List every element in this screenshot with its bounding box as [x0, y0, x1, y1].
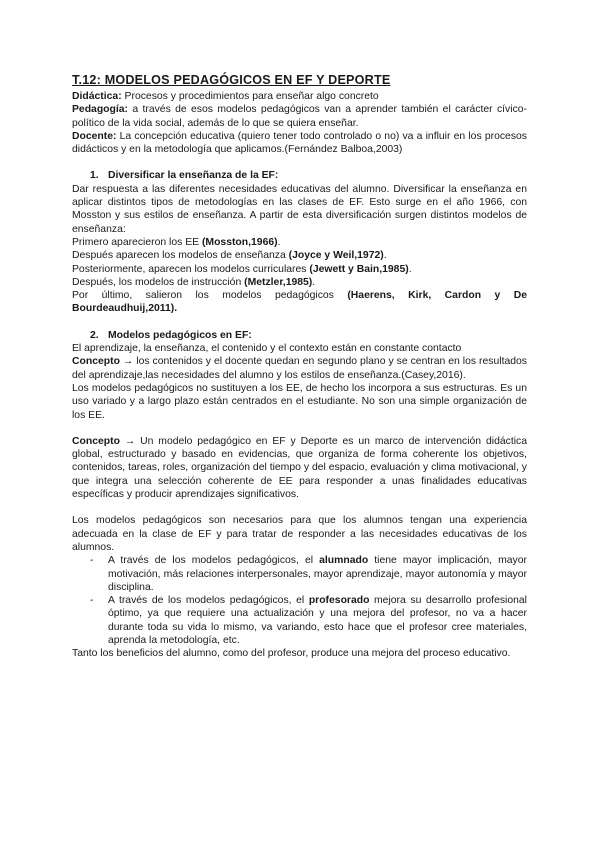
- section-1-line-1: [72, 236, 527, 249]
- line-4-ref: (Metzler,1985): [244, 276, 313, 288]
- definition-pedagogia: [72, 103, 527, 130]
- line-1-ref: (Mosston,1966): [201, 236, 278, 248]
- section-2-p1: El aprendizaje, la enseñanza, el contenido y el contexto están en constante contacto: [72, 343, 462, 355]
- text-docente: La concepción educativa (quiero tener todo controlado o no) va a influir en los procesos didácticos y en la metodología que aplicamos.(Fernández Balboa,2003): [72, 130, 527, 156]
- section-1-line-4: [72, 276, 527, 289]
- section-2-number: 2.: [90, 329, 99, 341]
- dash-marker: -: [90, 595, 94, 607]
- bullet-alumnado-text: [108, 554, 527, 594]
- line-1-text: Primero aparecieron los EE: [72, 236, 202, 248]
- dash-marker: -: [90, 555, 94, 567]
- section-2-p3: Los modelos pedagógicos son necesarios para que los alumnos tengan una experiencia adecuada en la clase de EF y para tratar de responder a las necesidades educativas de los alumnos.: [72, 515, 527, 553]
- definition-didactica: [72, 90, 527, 103]
- bullet-2-term: profesorado: [308, 595, 370, 607]
- bullet-alumnado: [90, 554, 527, 594]
- section-1-line-2: [72, 249, 527, 262]
- line-5-text: Por último, salieron los modelos pedagógicos: [72, 290, 348, 302]
- section-2-concept-1: [72, 355, 527, 382]
- document-page: [72, 72, 527, 661]
- line-2-ref: (Joyce y Weil,1972): [288, 250, 384, 262]
- section-1-title: Diversificar la enseñanza de la EF:: [108, 170, 279, 182]
- section-1-heading: [90, 169, 527, 182]
- line-4-end: .: [312, 276, 316, 288]
- text-didactica: Procesos y procedimientos para enseñar algo concreto: [121, 91, 379, 102]
- concept-2-term: Concepto: [72, 435, 120, 447]
- bullet-2-a: A través de los modelos pedagógicos, el: [108, 595, 309, 607]
- term-didactica: Didáctica:: [72, 91, 122, 102]
- section-1-intro: Dar respuesta a las diferentes necesidades educativas del alumno. Diversificar la enseñanza en aplicar distintos tipos de metodologías en las clases de EF. Esto surge en el año 1966, con Mosston y sus estilos de enseñanza. A partir de esta diversificación surgen distintos modelos de enseñanza:: [72, 183, 527, 235]
- bullet-1-b: tiene mayor implicación, mayor motivación, más relaciones interpersonales, mayor aprendizaje, mayor autonomía y mayor disciplina.: [108, 555, 527, 593]
- section-2-concept-2: [72, 435, 527, 501]
- concept-2-text: → Un modelo pedagógico en EF y Deporte es un marco de intervención didáctica global, estructurado y basado en evidencias, que organiza de forma coherente los objetivos, contenidos, tareas, roles, organización del tiempo y del espacio, evaluación y clima motivacional, y que integra una selección coherente de EE para responder a unas finalidades educativas específicas y producir aprendizajes significativos.: [72, 435, 527, 501]
- term-docente: Docente:: [72, 130, 117, 142]
- bullet-profesorado-text: [108, 594, 527, 647]
- concept-1-term: Concepto: [72, 356, 120, 368]
- bullet-1-a: A través de los modelos pedagógicos, el: [108, 555, 320, 567]
- page-title: T.12: MODELOS PEDAGÓGICOS EN EF Y DEPORTE: [72, 73, 391, 87]
- line-2-end: .: [383, 250, 387, 262]
- line-3-text: Posteriormente, aparecen los modelos curriculares: [72, 263, 310, 275]
- section-1-line-5: [72, 289, 527, 316]
- section-2-p4: Tanto los beneficios del alumno, como del profesor, produce una mejora del proceso educativo.: [72, 648, 511, 660]
- bullet-1-term: alumnado: [319, 555, 369, 567]
- line-2-text: Después aparecen los modelos de enseñanza: [72, 250, 289, 262]
- bullet-2-b: mejora su desarrollo profesional óptimo, ya que requiere una actualización y una mejora del profesor, no va a hacer durante toda su vida lo mismo, va variando, esto hace que el profesor cree materiales, aprenda la metodología, etc.: [108, 595, 527, 646]
- text-pedagogia: a través de esos modelos pedagógicos van a aprender también el carácter cívico-político de la vida social, además de lo que se quiera enseñar.: [72, 104, 527, 129]
- definition-docente: [72, 130, 527, 157]
- section-1-line-3: [72, 263, 527, 276]
- section-1-number: 1.: [90, 170, 99, 182]
- bullet-profesorado: [90, 594, 527, 647]
- section-2-heading: [90, 329, 527, 342]
- line-5-ref: (Haerens, Kirk, Cardon y De Bourdeaudhuij,2011).: [72, 290, 527, 315]
- line-1-end: .: [277, 236, 281, 248]
- section-2-title: Modelos pedagógicos en EF:: [108, 329, 252, 341]
- section-2-p2: Los modelos pedagógicos no sustituyen a los EE, de hecho los incorpora a sus estructuras. Es un uso variado y a largo plazo están centrados en el estudiante. No son una simple organización de los EE.: [72, 382, 527, 421]
- line-4-text: Después, los modelos de instrucción: [72, 276, 245, 288]
- concept-1-text: → los contenidos y el docente quedan en segundo plano y se centran en los resultados del aprendizaje,las necesidades del alumno y los estilos de enseñanza.(Casey,2016).: [72, 356, 527, 381]
- line-3-ref: (Jewett y Bain,1985): [309, 263, 409, 275]
- term-pedagogia: Pedagogía:: [72, 104, 129, 116]
- line-3-end: .: [408, 263, 412, 275]
